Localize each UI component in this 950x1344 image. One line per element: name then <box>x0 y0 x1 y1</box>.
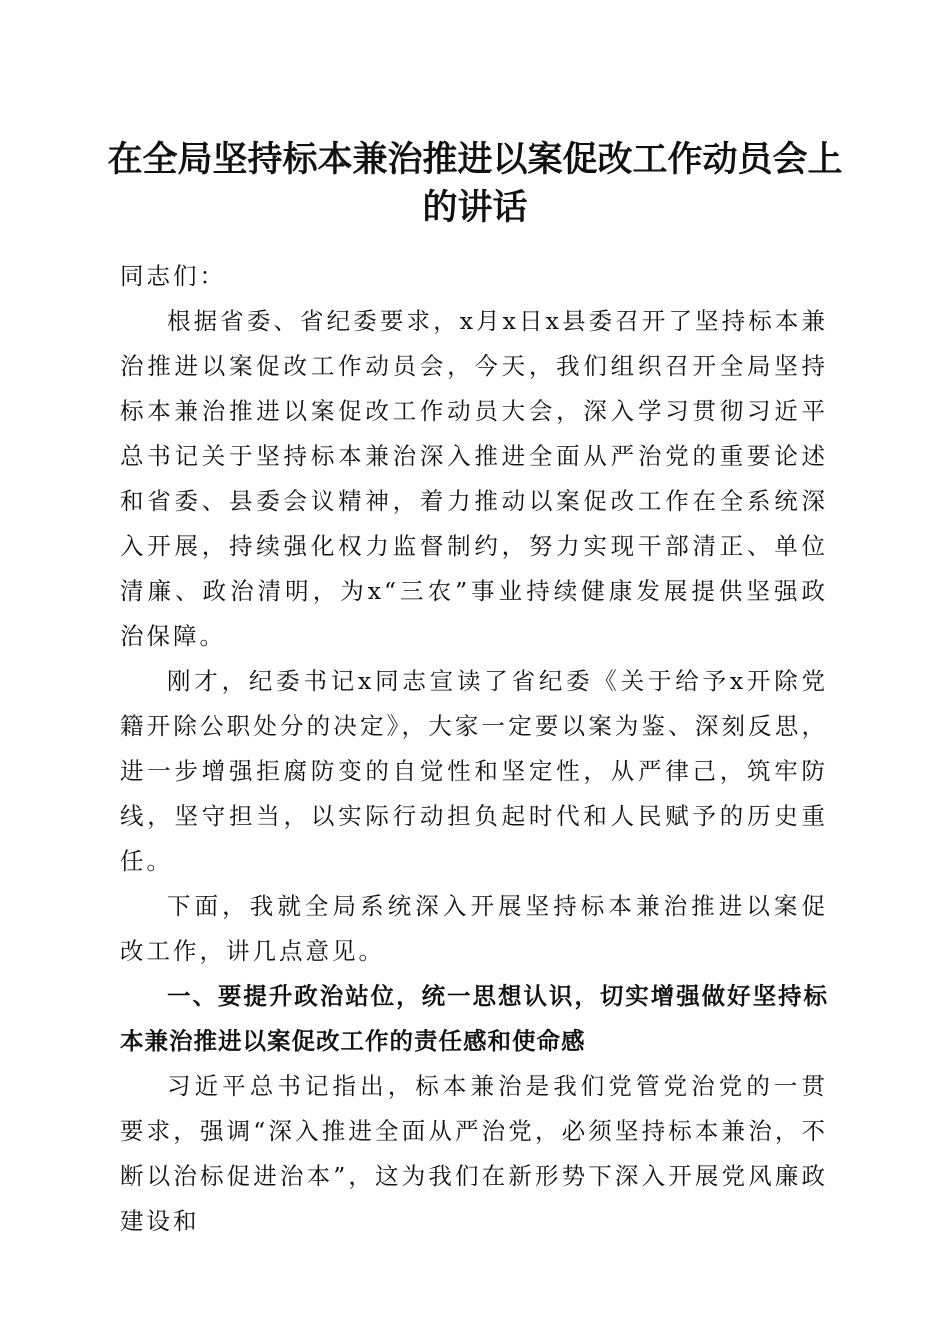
document-title: 在全局坚持标本兼治推进以案促改工作动员会上的讲话 <box>107 139 843 228</box>
salutation: 同志们： <box>120 262 226 290</box>
section-1-paragraph: 习近平总书记指出，标本兼治是我们党管党治党的一贯要求，强调“深入推进全面从严治党，必须坚持标本兼治，不断以治标促进治本”，这为我们在新形势下深入开展党风廉政建设和 <box>120 1072 828 1235</box>
document-body <box>120 254 828 1244</box>
section-heading-1: 一、要提升政治站位，统一思想认识，切实增强做好坚持标本兼治推进以案促改工作的责任感和使命感 <box>120 982 828 1055</box>
paragraph-3: 下面，我就全局系统深入开展坚持标本兼治推进以案促改工作，讲几点意见。 <box>120 892 828 965</box>
paragraph-1: 根据省委、省纪委要求，x月x日x县委召开了坚持标本兼治推进以案促改工作动员会，今天，我们组织召开全局坚持标本兼治推进以案促改工作动员大会，深入学习贯彻习近平总书记关于坚持标本兼治深入推进全面从严治党的重要论述和省委、县委会议精神，着力推动以案促改工作在全系统深入开展，持续强化权力监督制约，努力实现干部清正、单位清廉、政治清明，为x“三农”事业持续健康发展提供坚强政治保障。 <box>120 307 828 650</box>
paragraph-2: 刚才，纪委书记x同志宣读了省纪委《关于给予x开除党籍开除公职处分的决定》，大家一定要以案为鉴、深刻反思，进一步增强拒腐防变的自觉性和坚定性，从严律己，筑牢防线，坚守担当，以实际行动担负起时代和人民赋予的历史重任。 <box>120 667 828 875</box>
